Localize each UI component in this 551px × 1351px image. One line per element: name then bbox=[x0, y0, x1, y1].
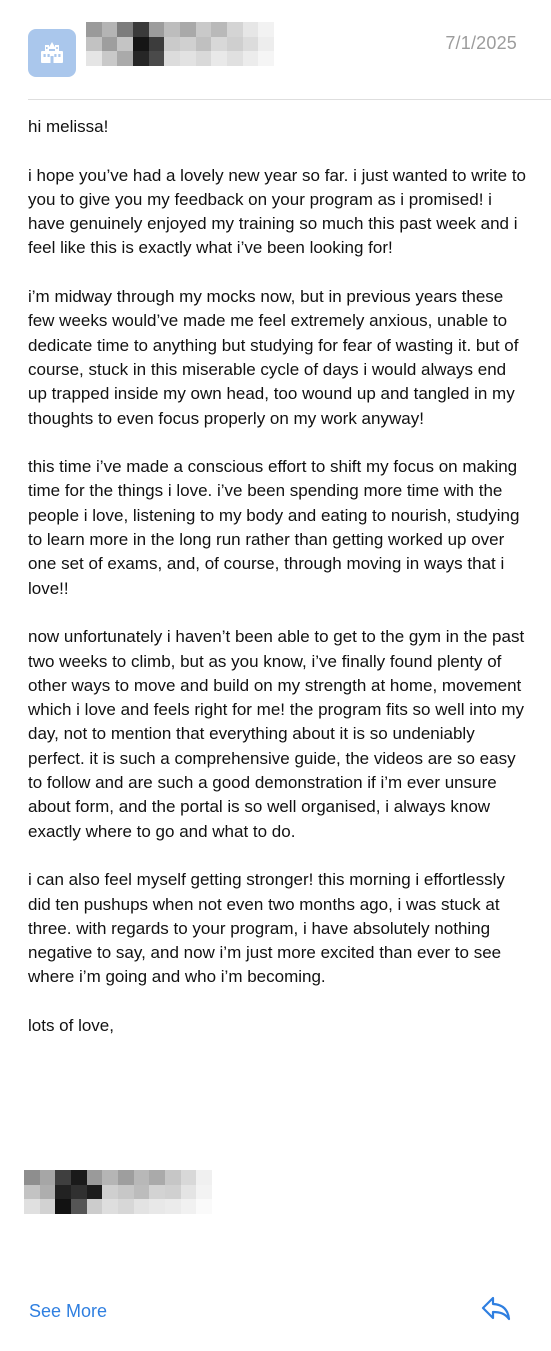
redaction-pixel bbox=[149, 1185, 165, 1200]
redaction-pixel bbox=[165, 1185, 181, 1200]
redaction-pixel bbox=[258, 51, 274, 66]
email-date: 7/1/2025 bbox=[445, 33, 517, 53]
redaction-pixel bbox=[165, 1199, 181, 1214]
redaction-pixel bbox=[117, 51, 133, 66]
redaction-pixel bbox=[102, 1199, 118, 1214]
redaction-pixel bbox=[258, 22, 274, 37]
redaction-pixel bbox=[102, 1170, 118, 1185]
redaction-pixel bbox=[211, 51, 227, 66]
redaction-pixel bbox=[102, 51, 118, 66]
redaction-pixel bbox=[196, 37, 212, 52]
redaction-pixel bbox=[165, 1170, 181, 1185]
redaction-pixel bbox=[117, 37, 133, 52]
redaction-pixel bbox=[71, 1185, 87, 1200]
redaction-pixel bbox=[71, 1199, 87, 1214]
see-more-link[interactable]: See More bbox=[29, 1301, 108, 1321]
signature-redacted bbox=[24, 1170, 212, 1214]
redaction-pixel bbox=[134, 1199, 150, 1214]
email-greeting: hi melissa! bbox=[28, 117, 109, 136]
redaction-pixel bbox=[55, 1170, 71, 1185]
redaction-pixel bbox=[149, 51, 165, 66]
redaction-pixel bbox=[180, 51, 196, 66]
redaction-pixel bbox=[133, 22, 149, 37]
email-paragraph: this time i’ve made a conscious effort to shift my focus on making time for the things i love. i’ve been spending more time with the people i love, listening to my body and eating to nourish, studying to learn more in the long run rather than getting worked up over one set of exams, and, of course, through moving in ways that i love!! bbox=[28, 457, 520, 598]
redaction-pixel bbox=[227, 51, 243, 66]
redaction-pixel bbox=[227, 37, 243, 52]
email-paragraph: now unfortunately i haven’t been able to get to the gym in the past two weeks to climb, but as you know, i’ve finally found plenty of other ways to move and build on my strength at home, movement which i love and feels right for me! the program fits so well into my day, not to mention that everything about it is so undeniably perfect. it is such a comprehensive guide, the videos are so easy to follow and are such a good demonstration if i’m ever unsure about form, and the portal is so well organised, i always know exactly where to go and what to do. bbox=[28, 627, 525, 841]
email-body bbox=[28, 115, 528, 1063]
redaction-pixel bbox=[180, 37, 196, 52]
redaction-pixel bbox=[86, 51, 102, 66]
header-divider bbox=[28, 99, 551, 100]
redaction-pixel bbox=[87, 1170, 103, 1185]
redaction-pixel bbox=[243, 22, 259, 37]
redaction-pixel bbox=[40, 1185, 56, 1200]
redaction-pixel bbox=[181, 1185, 197, 1200]
reply-icon bbox=[480, 1295, 512, 1323]
email-signoff: lots of love, bbox=[28, 1015, 114, 1035]
redaction-pixel bbox=[87, 1185, 103, 1200]
redaction-pixel bbox=[102, 1185, 118, 1200]
redaction-pixel bbox=[24, 1199, 40, 1214]
redaction-pixel bbox=[181, 1170, 197, 1185]
redaction-pixel bbox=[180, 22, 196, 37]
redaction-pixel bbox=[102, 22, 118, 37]
redaction-pixel bbox=[55, 1185, 71, 1200]
redaction-pixel bbox=[196, 1170, 212, 1185]
redaction-pixel bbox=[211, 37, 227, 52]
redaction-pixel bbox=[24, 1185, 40, 1200]
building-icon bbox=[39, 41, 65, 65]
redaction-pixel bbox=[134, 1170, 150, 1185]
redaction-pixel bbox=[164, 51, 180, 66]
redaction-pixel bbox=[133, 51, 149, 66]
redaction-pixel bbox=[40, 1199, 56, 1214]
redaction-pixel bbox=[164, 22, 180, 37]
redaction-pixel bbox=[118, 1199, 134, 1214]
redaction-pixel bbox=[134, 1185, 150, 1200]
redaction-pixel bbox=[164, 37, 180, 52]
redaction-pixel bbox=[86, 22, 102, 37]
email-paragraph: i can also feel myself getting stronger! this morning i effortlessly did ten pushups when not even two months ago, i was stuck at three. with regards to your program, i have absolutely nothing negative to say, and now i’m just more excited than ever to see where i’m going and who i’m becoming. bbox=[28, 870, 505, 987]
redaction-pixel bbox=[55, 1199, 71, 1214]
redaction-pixel bbox=[86, 37, 102, 52]
redaction-pixel bbox=[149, 37, 165, 52]
email-paragraph: i’m midway through my mocks now, but in previous years these few weeks would’ve made me feel extremely anxious, unable to dedicate time to anything but studying for fear of wasting it. but of course, stuck in this miserable cycle of days i would always end up trapped inside my own head, too wound up and tangled in my thoughts to even focus properly on my work anyway! bbox=[28, 287, 519, 428]
redaction-pixel bbox=[117, 22, 133, 37]
email-paragraph: i hope you’ve had a lovely new year so far. i just wanted to write to you to give you my feedback on your program as i promised! i have genuinely enjoyed my training so much this past week and i feel like this is exactly what i’ve been looking for! bbox=[28, 165, 526, 258]
redaction-pixel bbox=[227, 22, 243, 37]
redaction-pixel bbox=[102, 37, 118, 52]
sender-avatar[interactable] bbox=[28, 29, 76, 77]
redaction-pixel bbox=[196, 1185, 212, 1200]
redaction-pixel bbox=[87, 1199, 103, 1214]
redaction-pixel bbox=[196, 22, 212, 37]
redaction-pixel bbox=[196, 51, 212, 66]
redaction-pixel bbox=[71, 1170, 87, 1185]
redaction-pixel bbox=[118, 1185, 134, 1200]
redaction-pixel bbox=[243, 51, 259, 66]
sender-name-redacted bbox=[86, 22, 274, 66]
redaction-pixel bbox=[149, 1199, 165, 1214]
redaction-pixel bbox=[24, 1170, 40, 1185]
redaction-pixel bbox=[40, 1170, 56, 1185]
redaction-pixel bbox=[149, 1170, 165, 1185]
redaction-pixel bbox=[211, 22, 227, 37]
redaction-pixel bbox=[196, 1199, 212, 1214]
email-header bbox=[0, 0, 551, 100]
redaction-pixel bbox=[243, 37, 259, 52]
redaction-pixel bbox=[181, 1199, 197, 1214]
redaction-pixel bbox=[149, 22, 165, 37]
redaction-pixel bbox=[133, 37, 149, 52]
redaction-pixel bbox=[258, 37, 274, 52]
reply-button[interactable] bbox=[478, 1293, 514, 1325]
redaction-pixel bbox=[118, 1170, 134, 1185]
